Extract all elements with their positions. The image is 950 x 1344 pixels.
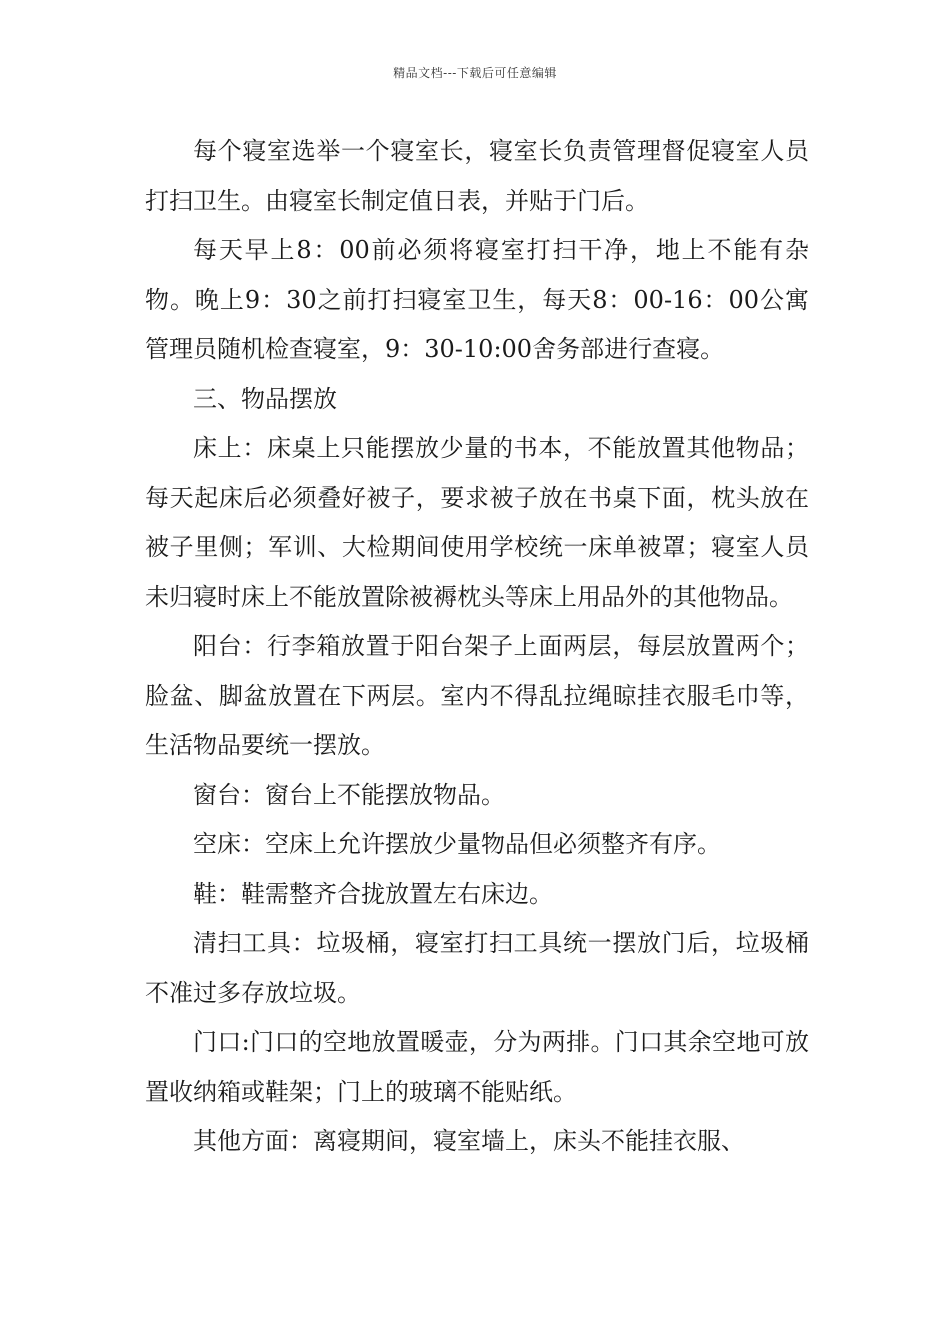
page-header: 精品文档---下载后可任意编辑 (393, 66, 557, 80)
paragraph: 每个寝室选举一个寝室长，寝室长负责管理督促寝室人员打扫卫生。由寝室长制定值日表，并贴于门后。 (145, 137, 809, 215)
section-heading: 三、物品摆放 (193, 384, 337, 413)
paragraph: 空床：空床上允许摆放少量物品但必须整齐有序。 (193, 830, 721, 858)
paragraph: 床上：床桌上只能摆放少量的书本，不能放置其他物品；每天起床后必须叠好被子，要求被子放在书桌下面，枕头放在被子里侧；军训、大检期间使用学校统一床单被罩；寝室人员未归寝时床上不能放置除被褥枕头等床上用品外的其他物品。 (145, 434, 809, 611)
paragraph: 每天早上8：00前必须将寝室打扫干净，地上不能有杂物。晚上9：30之前打扫寝室卫生，每天8：00-16：00公寓管理员随机检查寝室，9：30-10:00舍务部进行查寝。 (145, 236, 809, 363)
document-body (145, 127, 809, 1167)
paragraph: 阳台：行李箱放置于阳台架子上面两层，每层放置两个；脸盆、脚盆放置在下两层。室内不得乱拉绳晾挂衣服毛巾等，生活物品要统一摆放。 (145, 632, 809, 759)
paragraph: 清扫工具：垃圾桶，寝室打扫工具统一摆放门后，垃圾桶不准过多存放垃圾。 (145, 929, 809, 1007)
paragraph: 鞋：鞋需整齐合拢放置左右床边。 (193, 879, 553, 908)
paragraph: 门口:门口的空地放置暖壶，分为两排。门口其余空地可放置收纳箱或鞋架；门上的玻璃不能贴纸。 (145, 1028, 809, 1106)
paragraph: 其他方面：离寝期间，寝室墙上，床头不能挂衣服、 (193, 1127, 745, 1155)
paragraph: 窗台：窗台上不能摆放物品。 (193, 780, 505, 809)
